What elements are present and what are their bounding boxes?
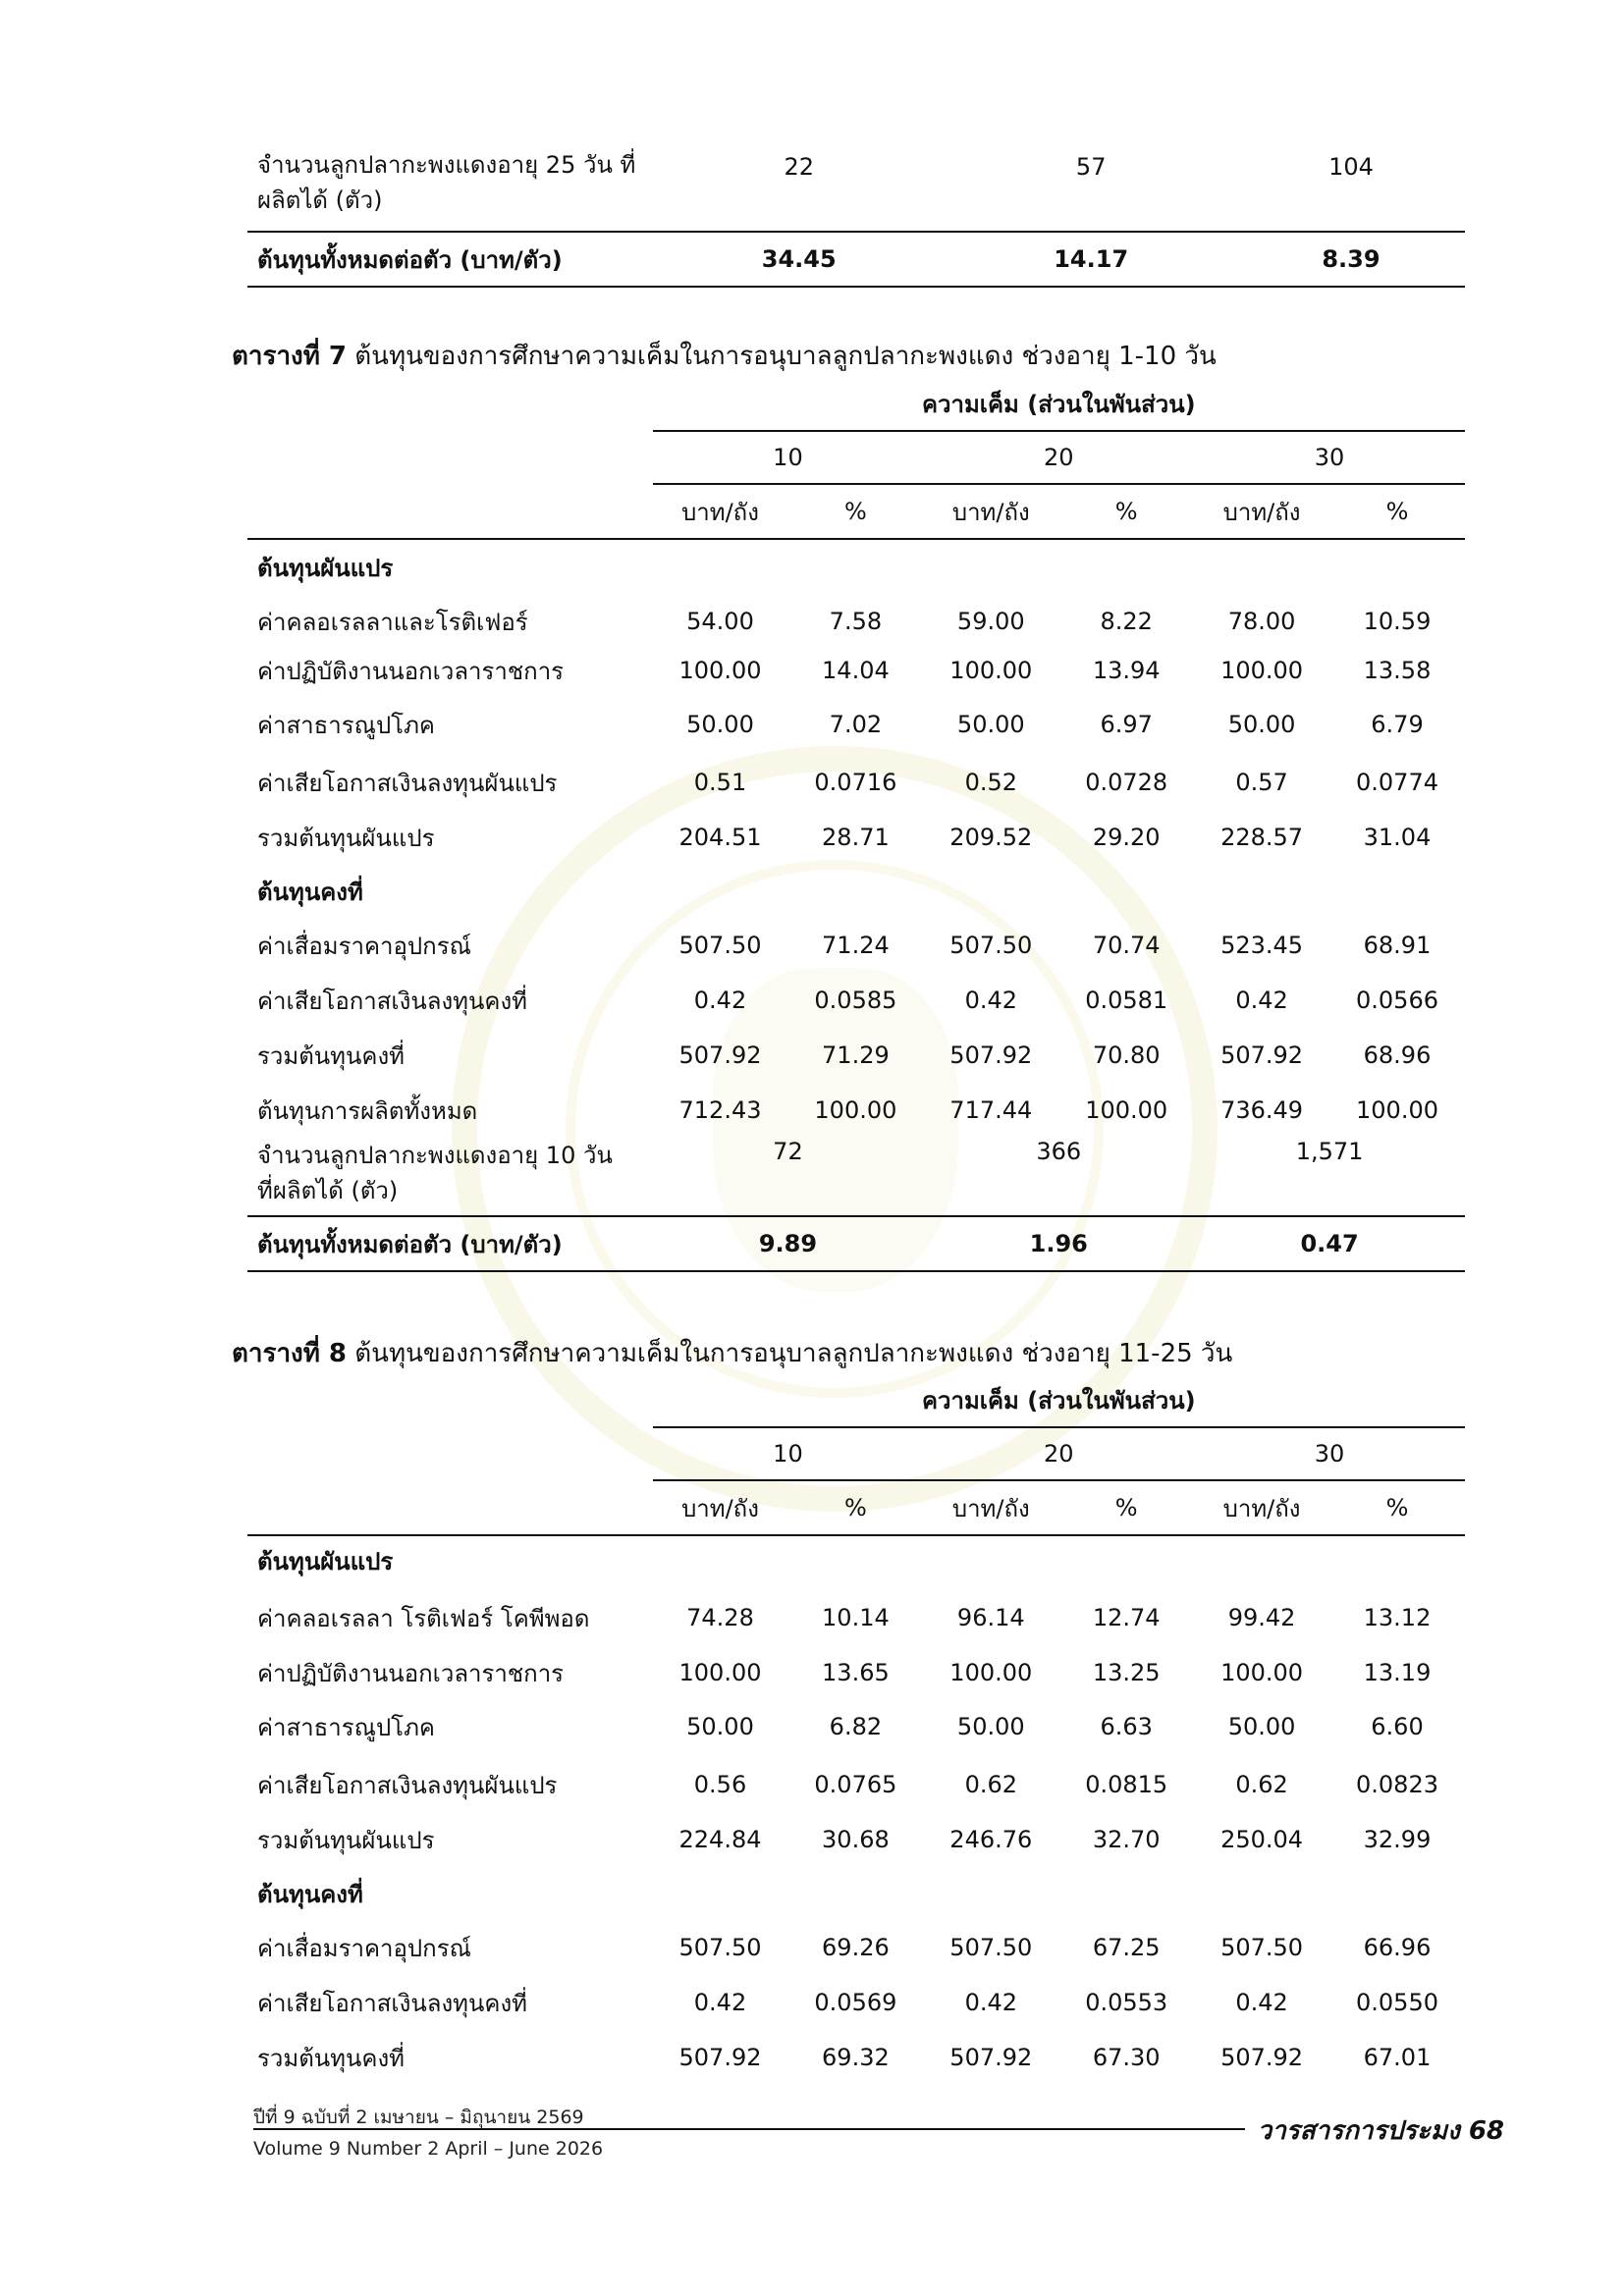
cell-value: 13.58 <box>1363 657 1432 684</box>
header-blank <box>247 1427 653 1480</box>
cell-value: 12.74 <box>1092 1604 1161 1631</box>
table-row <box>247 1812 1465 1867</box>
cell-value: 100.00 <box>1220 657 1304 684</box>
cell-value: 71.24 <box>822 932 890 959</box>
cell-value: 0.0581 <box>1085 987 1168 1014</box>
cell-value: 67.25 <box>1092 1934 1161 1961</box>
table-row <box>247 1920 1465 1975</box>
cell-value: 0.0823 <box>1356 1771 1438 1798</box>
header-unit: บาท/ถัง <box>951 498 1030 526</box>
table-row <box>247 918 1465 973</box>
table-row <box>247 1586 1465 1649</box>
header-level: 20 <box>923 1427 1194 1480</box>
cell-value: 0.42 <box>693 987 747 1014</box>
caption-label: ตารางที่ 7 <box>232 342 348 371</box>
header-unit: % <box>1385 1494 1409 1522</box>
footer-issue-th: ปีที่ 9 ฉบับที่ 2 เมษายน – มิถุนายน 2569 <box>253 2107 584 2128</box>
header-unit: % <box>843 1494 867 1522</box>
cell-value: 100.00 <box>1356 1096 1438 1124</box>
footer-issue-en: Volume 9 Number 2 April – June 2026 <box>253 2138 604 2160</box>
header-level: 10 <box>653 431 924 484</box>
header-unit: บาท/ถัง <box>681 1494 759 1522</box>
header-row-levels <box>247 431 1465 484</box>
cell-value: 0.0569 <box>814 1989 897 2016</box>
cell-value: 13.12 <box>1363 1604 1432 1631</box>
header-unit: % <box>1114 1494 1138 1522</box>
table-row <box>247 1083 1465 1138</box>
row-label: รวมต้นทุนคงที่ <box>257 1041 405 1070</box>
cell-value: 246.76 <box>949 1826 1033 1853</box>
caption-text: ต้นทุนของการศึกษาความเค็มในการอนุบาลลูกปลากะพงแดง ช่วงอายุ 11-25 วัน <box>347 1339 1233 1368</box>
header-unit: % <box>1385 498 1409 525</box>
cell-value: 209.52 <box>949 824 1033 851</box>
cell-value: 507.50 <box>949 932 1033 959</box>
header-row-units <box>247 484 1465 539</box>
cell-value: 50.00 <box>956 711 1025 738</box>
cell-value: 50.00 <box>686 711 754 738</box>
section-row <box>247 865 1465 918</box>
cell-value: 31.04 <box>1363 824 1432 851</box>
header-unit: บาท/ถัง <box>951 1494 1030 1522</box>
section-blank <box>653 1867 1465 1920</box>
cell-value: 224.84 <box>678 1826 762 1853</box>
cell-value: 0.0566 <box>1356 987 1438 1014</box>
header-row-levels <box>247 1427 1465 1480</box>
cell-value: 67.30 <box>1092 2044 1161 2071</box>
cell-value: 507.92 <box>1220 1041 1304 1069</box>
cell-value: 70.74 <box>1092 932 1161 959</box>
cell-value: 50.00 <box>686 1713 754 1740</box>
table-row <box>247 596 1465 647</box>
cell-value: 507.50 <box>949 1934 1033 1961</box>
cell-value: 32.70 <box>1092 1826 1161 1853</box>
row-label: ค่าปฏิบัติงานนอกเวลาราชการ <box>257 657 565 685</box>
row-label: ต้นทุนทั้งหมดต่อตัว (บาท/ตัว) <box>257 245 563 274</box>
header-level: 10 <box>653 1427 924 1480</box>
row-label: ค่าเสียโอกาสเงินลงทุนคงที่ <box>257 987 527 1015</box>
table8 <box>247 1374 1465 2085</box>
cell-value: 1,571 <box>1295 1138 1364 1165</box>
cell-value: 250.04 <box>1220 1826 1304 1853</box>
section-label: ต้นทุนคงที่ <box>257 878 363 906</box>
table-row <box>247 1975 1465 2030</box>
cell-value: 100.00 <box>1085 1096 1168 1124</box>
cell-value: 6.63 <box>1100 1713 1153 1740</box>
row-label: ค่าสาธารณูปโภค <box>257 1713 435 1741</box>
table-row-total <box>247 1216 1465 1271</box>
cell-value: 0.47 <box>1300 1230 1359 1257</box>
cell-value: 0.57 <box>1235 769 1288 796</box>
header-row-group <box>247 378 1465 431</box>
section-label: ต้นทุนผันแปร <box>257 555 394 582</box>
cell-value: 100.00 <box>678 657 762 684</box>
cell-value: 0.0765 <box>814 1771 897 1798</box>
section-row <box>247 1535 1465 1586</box>
cell-value: 14.17 <box>1054 245 1129 273</box>
cell-value: 366 <box>1036 1138 1082 1165</box>
cell-value: 72 <box>773 1138 803 1165</box>
table7 <box>247 378 1465 1272</box>
footer-journal-page: วารสารการประมง 68 <box>1257 2116 1504 2146</box>
section-blank <box>653 539 1465 596</box>
cell-value: 99.42 <box>1227 1604 1296 1631</box>
cell-value: 69.26 <box>822 1934 890 1961</box>
cell-value: 54.00 <box>686 608 754 635</box>
row-label <box>247 1138 653 1216</box>
cell-value: 204.51 <box>678 824 762 851</box>
cell-value: 6.82 <box>829 1713 883 1740</box>
row-label: ค่าสาธารณูปโภค <box>257 711 435 739</box>
row-label: ค่าปฏิบัติงานนอกเวลาราชการ <box>257 1659 565 1687</box>
cell-value: 0.42 <box>1235 987 1288 1014</box>
cell-value: 507.50 <box>1220 1934 1304 1961</box>
row-label: รวมต้นทุนคงที่ <box>257 2044 405 2072</box>
cell-value: 0.0553 <box>1085 1989 1168 2016</box>
section-blank <box>653 865 1465 918</box>
cell-value: 78.00 <box>1227 608 1296 635</box>
cell-value: 0.56 <box>693 1771 747 1798</box>
cell-value: 0.62 <box>1235 1771 1288 1798</box>
row-label: ค่าเสื่อมราคาอุปกรณ์ <box>257 1934 471 1962</box>
row-label: ค่าเสียโอกาสเงินลงทุนคงที่ <box>257 1989 527 2017</box>
header-salinity: ความเค็ม (ส่วนในพันส่วน) <box>653 1374 1465 1427</box>
section-row <box>247 1867 1465 1920</box>
row-label: ค่าเสื่อมราคาอุปกรณ์ <box>257 932 471 960</box>
cell-value: 100.00 <box>1220 1659 1304 1686</box>
cell-value: 507.92 <box>678 2044 762 2071</box>
cell-value: 50.00 <box>956 1713 1025 1740</box>
cell-value: 0.42 <box>964 987 1017 1014</box>
cell-value: 9.89 <box>758 1230 818 1257</box>
cell-value: 8.39 <box>1322 245 1380 273</box>
cell-value: 100.00 <box>814 1096 897 1124</box>
table-row <box>247 1649 1465 1696</box>
cell-value: 71.29 <box>822 1041 890 1069</box>
cell-value: 0.0728 <box>1085 769 1168 796</box>
header-level: 30 <box>1194 1427 1465 1480</box>
footer-rule <box>253 2128 1245 2130</box>
section-label: ต้นทุนผันแปร <box>257 1548 394 1575</box>
cell-value: 104 <box>1328 153 1374 181</box>
cell-value: 96.14 <box>956 1604 1025 1631</box>
header-blank <box>247 378 653 431</box>
cell-value: 10.14 <box>822 1604 890 1631</box>
cell-value: 507.92 <box>1220 2044 1304 2071</box>
cell-value: 0.51 <box>693 769 747 796</box>
cell-value: 0.0585 <box>814 987 897 1014</box>
cell-value: 0.42 <box>1235 1989 1288 2016</box>
row-label: ค่าเสียโอกาสเงินลงทุนผันแปร <box>257 769 558 797</box>
cell-value: 74.28 <box>686 1604 754 1631</box>
table-row <box>247 694 1465 755</box>
cell-value: 0.0550 <box>1356 1989 1438 2016</box>
cell-value: 717.44 <box>949 1096 1033 1124</box>
cell-value: 13.65 <box>822 1659 890 1686</box>
cell-value: 22 <box>784 153 814 181</box>
header-row-group <box>247 1374 1465 1427</box>
header-unit: % <box>1114 498 1138 525</box>
cell-value: 0.52 <box>964 769 1017 796</box>
header-unit: บาท/ถัง <box>1222 498 1301 526</box>
table-row <box>247 647 1465 694</box>
row-label-line1: จำนวนลูกปลากะพงแดงอายุ 10 วัน <box>257 1142 613 1169</box>
row-label: ต้นทุนทั้งหมดต่อตัว (บาท/ตัว) <box>257 1230 563 1258</box>
table-row <box>247 1757 1465 1812</box>
cell-value: 523.45 <box>1220 932 1304 959</box>
cell-value: 507.92 <box>678 1041 762 1069</box>
row-label: ต้นทุนการผลิตทั้งหมด <box>257 1096 478 1125</box>
table-row <box>247 973 1465 1028</box>
section-blank <box>653 1535 1465 1586</box>
header-level: 20 <box>923 431 1194 484</box>
cell-value: 28.71 <box>822 824 890 851</box>
cell-value: 50.00 <box>1227 711 1296 738</box>
cell-value: 13.25 <box>1092 1659 1161 1686</box>
table-row <box>247 2030 1465 2085</box>
row-label: จำนวนลูกปลากะพงแดงอายุ 25 วัน ที่ผลิตได้ (ตัว) <box>257 151 636 214</box>
cell-value: 228.57 <box>1220 824 1304 851</box>
caption-text: ต้นทุนของการศึกษาความเค็มในการอนุบาลลูกปลากะพงแดง ช่วงอายุ 1-10 วัน <box>347 342 1217 371</box>
cell-value: 0.0774 <box>1356 769 1438 796</box>
cell-value: 67.01 <box>1363 2044 1432 2071</box>
table-row <box>247 810 1465 865</box>
cell-value: 7.02 <box>829 711 883 738</box>
section-label: ต้นทุนคงที่ <box>257 1880 363 1908</box>
header-unit: % <box>843 498 867 525</box>
cell-value: 70.80 <box>1092 1041 1161 1069</box>
row-label: ค่าเสียโอกาสเงินลงทุนผันแปร <box>257 1771 558 1799</box>
cell-value: 13.19 <box>1363 1659 1432 1686</box>
cell-value: 0.0716 <box>814 769 897 796</box>
header-blank <box>247 484 653 539</box>
cell-value: 34.45 <box>761 245 837 273</box>
header-blank <box>247 1480 653 1535</box>
cell-value: 57 <box>1075 153 1107 181</box>
table7-caption <box>232 336 1217 376</box>
row-label: ค่าคลอเรลลา โรติเฟอร์ โคพีพอด <box>257 1604 590 1632</box>
cell-value: 7.58 <box>829 608 883 635</box>
cell-value: 507.50 <box>678 1934 762 1961</box>
cell-value: 68.96 <box>1363 1041 1432 1069</box>
cell-value: 100.00 <box>678 1659 762 1686</box>
cell-value: 68.91 <box>1363 932 1432 959</box>
cell-value: 712.43 <box>678 1096 762 1124</box>
cell-value: 507.92 <box>949 2044 1033 2071</box>
cell-value: 736.49 <box>1220 1096 1304 1124</box>
cell-value: 13.94 <box>1092 657 1161 684</box>
cell-value: 10.59 <box>1363 608 1432 635</box>
header-row-units <box>247 1480 1465 1535</box>
cell-value: 6.97 <box>1100 711 1153 738</box>
table-row-count <box>247 1138 1465 1216</box>
header-level: 30 <box>1194 431 1465 484</box>
cell-value: 30.68 <box>822 1826 890 1853</box>
cell-value: 100.00 <box>949 657 1033 684</box>
row-label-line2: ที่ผลิตได้ (ตัว) <box>257 1177 399 1204</box>
cell-value: 100.00 <box>949 1659 1033 1686</box>
cell-value: 59.00 <box>956 608 1025 635</box>
cell-value: 29.20 <box>1092 824 1161 851</box>
cell-value: 8.22 <box>1100 608 1153 635</box>
cell-value: 507.92 <box>949 1041 1033 1069</box>
table-row <box>247 147 1465 232</box>
table-row-total <box>247 232 1465 287</box>
cell-value: 0.0815 <box>1085 1771 1168 1798</box>
header-blank <box>247 431 653 484</box>
cell-value: 0.42 <box>693 1989 747 2016</box>
row-label: รวมต้นทุนผันแปร <box>257 824 435 852</box>
cell-value: 6.79 <box>1371 711 1424 738</box>
table6-continued <box>247 147 1465 288</box>
table8-caption <box>232 1333 1232 1373</box>
row-label: รวมต้นทุนผันแปร <box>257 1826 435 1854</box>
cell-value: 6.60 <box>1371 1713 1424 1740</box>
cell-value: 32.99 <box>1363 1826 1432 1853</box>
cell-value: 1.96 <box>1029 1230 1088 1257</box>
cell-value: 507.50 <box>678 932 762 959</box>
row-label: ค่าคลอเรลลาและโรติเฟอร์ <box>257 608 528 636</box>
header-unit: บาท/ถัง <box>681 498 759 526</box>
caption-label: ตารางที่ 8 <box>232 1339 348 1368</box>
cell-value: 66.96 <box>1363 1934 1432 1961</box>
header-blank <box>247 1374 653 1427</box>
header-salinity: ความเค็ม (ส่วนในพันส่วน) <box>653 378 1465 431</box>
cell-value: 0.62 <box>964 1771 1017 1798</box>
section-row <box>247 539 1465 596</box>
cell-value: 14.04 <box>822 657 890 684</box>
cell-value: 69.32 <box>822 2044 890 2071</box>
cell-value: 0.42 <box>964 1989 1017 2016</box>
cell-value: 50.00 <box>1227 1713 1296 1740</box>
table-row <box>247 755 1465 810</box>
table-row <box>247 1696 1465 1757</box>
table-row <box>247 1028 1465 1083</box>
header-unit: บาท/ถัง <box>1222 1494 1301 1522</box>
